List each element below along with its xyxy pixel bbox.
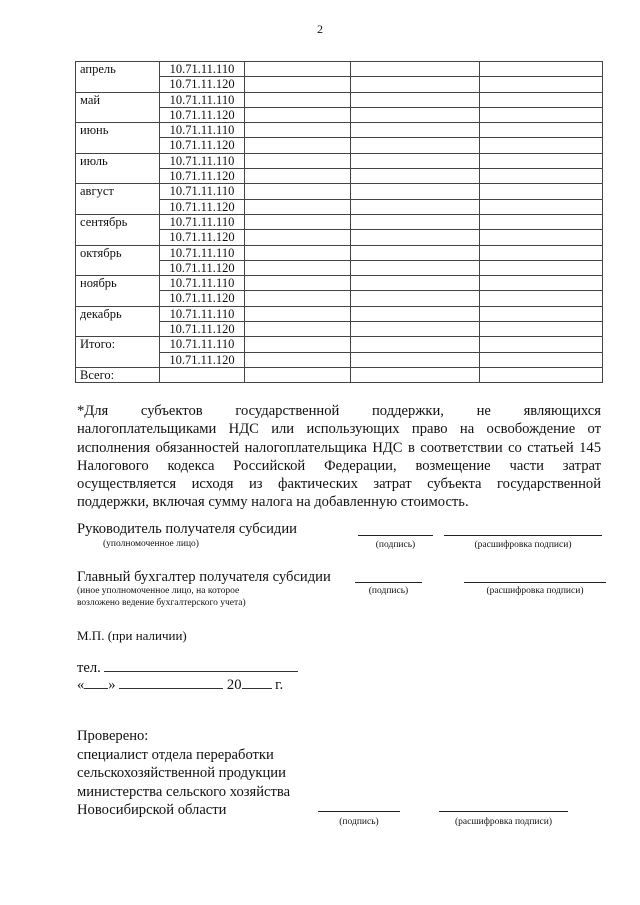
okpd-code-cell: 10.71.11.120 xyxy=(160,352,245,367)
checked-decoding-label: (расшифровка подписи) xyxy=(455,817,552,827)
accountant-signature-label: (подпись) xyxy=(368,586,409,596)
date-year-suffix: г. xyxy=(275,677,284,693)
okpd-code-cell: 10.71.11.110 xyxy=(160,92,245,107)
checked-block xyxy=(77,727,290,820)
okpd-code-cell: 10.71.11.120 xyxy=(160,138,245,153)
date-month-field[interactable] xyxy=(119,677,223,689)
value-cell[interactable] xyxy=(480,169,603,184)
head-signature-label: (подпись) xyxy=(375,540,416,550)
date-day-field[interactable] xyxy=(84,677,108,689)
value-cell[interactable] xyxy=(245,306,351,321)
value-cell[interactable] xyxy=(351,337,480,352)
okpd-code-cell: 10.71.11.110 xyxy=(160,245,245,260)
value-cell[interactable] xyxy=(480,306,603,321)
value-cell[interactable] xyxy=(351,153,480,168)
value-cell[interactable] xyxy=(245,107,351,122)
value-cell[interactable] xyxy=(245,199,351,214)
value-cell[interactable] xyxy=(480,276,603,291)
head-caption: (уполномоченное лицо) xyxy=(103,539,199,549)
value-cell[interactable] xyxy=(245,123,351,138)
value-cell[interactable] xyxy=(480,260,603,275)
value-cell[interactable] xyxy=(480,123,603,138)
value-cell[interactable] xyxy=(480,77,603,92)
value-cell[interactable] xyxy=(480,62,603,77)
table-row xyxy=(76,62,603,77)
month-cell: декабрь xyxy=(76,306,160,337)
value-cell[interactable] xyxy=(245,138,351,153)
okpd-code-cell: 10.71.11.120 xyxy=(160,107,245,122)
accountant-title: Главный бухгалтер получателя субсидии xyxy=(77,569,331,585)
value-cell[interactable] xyxy=(351,367,480,382)
footnote-line: исполнения обязанностей налогоплательщика НДС в соответствии со статьей 145 xyxy=(77,439,601,456)
okpd-code-cell: 10.71.11.120 xyxy=(160,291,245,306)
table-row xyxy=(76,153,603,168)
okpd-code-cell: 10.71.11.120 xyxy=(160,77,245,92)
month-cell: июль xyxy=(76,153,160,184)
okpd-code-cell: 10.71.11.110 xyxy=(160,184,245,199)
table-row xyxy=(76,245,603,260)
value-cell[interactable] xyxy=(351,260,480,275)
okpd-code-cell: 10.71.11.110 xyxy=(160,123,245,138)
value-cell[interactable] xyxy=(245,291,351,306)
stamp-note: М.П. (при наличии) xyxy=(77,628,187,643)
checked-line: Новосибирской области xyxy=(77,802,227,818)
value-cell[interactable] xyxy=(480,107,603,122)
table-row xyxy=(76,276,603,291)
value-cell[interactable] xyxy=(351,322,480,337)
total-label-cell: Всего: xyxy=(76,367,160,382)
value-cell[interactable] xyxy=(351,169,480,184)
value-cell[interactable] xyxy=(351,123,480,138)
value-cell[interactable] xyxy=(351,92,480,107)
footnote-line: Налогового кодекса Российской Федерации, возмещение части затрат xyxy=(77,457,601,474)
value-cell[interactable] xyxy=(480,291,603,306)
phone-field[interactable] xyxy=(104,660,298,672)
accountant-caption-line1: (иное уполномоченное лицо, на которое xyxy=(77,586,240,596)
value-cell[interactable] xyxy=(245,92,351,107)
table-body xyxy=(76,62,603,383)
footnote-line: налогоплательщиками НДС или использующих право на освобождение от xyxy=(77,421,601,438)
table-row xyxy=(76,337,603,352)
value-cell[interactable] xyxy=(245,77,351,92)
okpd-code-cell: 10.71.11.110 xyxy=(160,153,245,168)
date-year-prefix: 20 xyxy=(226,677,242,693)
table-row xyxy=(76,92,603,107)
month-cell: август xyxy=(76,184,160,215)
table-row xyxy=(76,306,603,321)
value-cell[interactable] xyxy=(245,153,351,168)
accountant-signature-field[interactable] xyxy=(355,582,422,583)
month-cell: ноябрь xyxy=(76,276,160,307)
month-cell: апрель xyxy=(76,62,160,93)
value-cell[interactable] xyxy=(351,276,480,291)
value-cell[interactable] xyxy=(480,92,603,107)
okpd-code-cell: 10.71.11.110 xyxy=(160,62,245,77)
okpd-code-cell: 10.71.11.120 xyxy=(160,169,245,184)
value-cell[interactable] xyxy=(245,214,351,229)
okpd-code-cell: 10.71.11.120 xyxy=(160,230,245,245)
value-cell[interactable] xyxy=(480,352,603,367)
checked-line: специалист отдела переработки xyxy=(77,746,274,763)
head-decoding-label: (расшифровка подписи) xyxy=(474,540,572,550)
value-cell[interactable] xyxy=(480,245,603,260)
monthly-report-table xyxy=(75,61,603,383)
table-row xyxy=(76,214,603,229)
table-row-total xyxy=(76,367,603,382)
accountant-caption-line2: возложено ведение бухгалтерского учета) xyxy=(77,598,246,608)
value-cell[interactable] xyxy=(245,322,351,337)
footnote-line: поддержки, включая сумму налога на добавленную стоимость. xyxy=(77,494,469,511)
value-cell[interactable] xyxy=(480,337,603,352)
value-cell[interactable] xyxy=(351,199,480,214)
value-cell[interactable] xyxy=(160,367,245,382)
value-cell[interactable] xyxy=(480,214,603,229)
date-year-field[interactable] xyxy=(242,677,272,689)
month-cell: Итого: xyxy=(76,337,160,368)
month-cell: май xyxy=(76,92,160,123)
date-row xyxy=(77,677,283,694)
value-cell[interactable] xyxy=(480,138,603,153)
date-close-quote: » xyxy=(108,677,116,693)
table-row xyxy=(76,184,603,199)
table-row xyxy=(76,123,603,138)
head-signature-field[interactable] xyxy=(358,535,433,536)
value-cell[interactable] xyxy=(351,291,480,306)
value-cell[interactable] xyxy=(245,337,351,352)
okpd-code-cell: 10.71.11.110 xyxy=(160,276,245,291)
checked-line: сельскохозяйственной продукции xyxy=(77,765,286,781)
value-cell[interactable] xyxy=(245,62,351,77)
value-cell[interactable] xyxy=(351,184,480,199)
value-cell[interactable] xyxy=(480,322,603,337)
value-cell[interactable] xyxy=(245,260,351,275)
footnote-line: *Для субъектов государственной поддержки, не являющихся xyxy=(77,403,601,419)
value-cell[interactable] xyxy=(351,138,480,153)
month-cell: июнь xyxy=(76,123,160,154)
value-cell[interactable] xyxy=(245,184,351,199)
value-cell[interactable] xyxy=(351,107,480,122)
footnote-line: осуществляется исходя из фактических затрат субъекта государственной xyxy=(77,476,601,493)
value-cell[interactable] xyxy=(245,276,351,291)
checked-decoding-field[interactable] xyxy=(439,811,568,812)
value-cell[interactable] xyxy=(351,306,480,321)
value-cell[interactable] xyxy=(245,245,351,260)
okpd-code-cell: 10.71.11.120 xyxy=(160,260,245,275)
value-cell[interactable] xyxy=(245,230,351,245)
date-open-quote: « xyxy=(77,677,85,693)
vat-footnote xyxy=(77,402,601,512)
checked-heading: Проверено: xyxy=(77,728,149,744)
phone-label: тел. xyxy=(77,660,101,676)
value-cell[interactable] xyxy=(480,199,603,214)
head-decoding-field[interactable] xyxy=(444,535,602,536)
month-cell: октябрь xyxy=(76,245,160,276)
month-cell: сентябрь xyxy=(76,214,160,245)
okpd-code-cell: 10.71.11.110 xyxy=(160,337,245,352)
value-cell[interactable] xyxy=(480,153,603,168)
okpd-code-cell: 10.71.11.120 xyxy=(160,199,245,214)
value-cell[interactable] xyxy=(351,62,480,77)
accountant-decoding-label: (расшифровка подписи) xyxy=(486,586,584,596)
checked-line: министерства сельского хозяйства xyxy=(77,783,291,800)
value-cell[interactable] xyxy=(351,77,480,92)
okpd-code-cell: 10.71.11.110 xyxy=(160,306,245,321)
checked-signature-field[interactable] xyxy=(318,811,400,812)
value-cell[interactable] xyxy=(480,230,603,245)
phone-row xyxy=(77,660,298,677)
value-cell[interactable] xyxy=(480,367,603,382)
value-cell[interactable] xyxy=(245,367,351,382)
value-cell[interactable] xyxy=(480,184,603,199)
checked-signature-label: (подпись) xyxy=(339,817,379,827)
value-cell[interactable] xyxy=(351,245,480,260)
value-cell[interactable] xyxy=(245,169,351,184)
value-cell[interactable] xyxy=(351,230,480,245)
okpd-code-cell: 10.71.11.110 xyxy=(160,214,245,229)
value-cell[interactable] xyxy=(245,352,351,367)
head-title: Руководитель получателя субсидии xyxy=(77,521,297,537)
page-number: 2 xyxy=(317,22,323,36)
value-cell[interactable] xyxy=(351,352,480,367)
accountant-decoding-field[interactable] xyxy=(464,582,606,583)
value-cell[interactable] xyxy=(351,214,480,229)
okpd-code-cell: 10.71.11.120 xyxy=(160,322,245,337)
